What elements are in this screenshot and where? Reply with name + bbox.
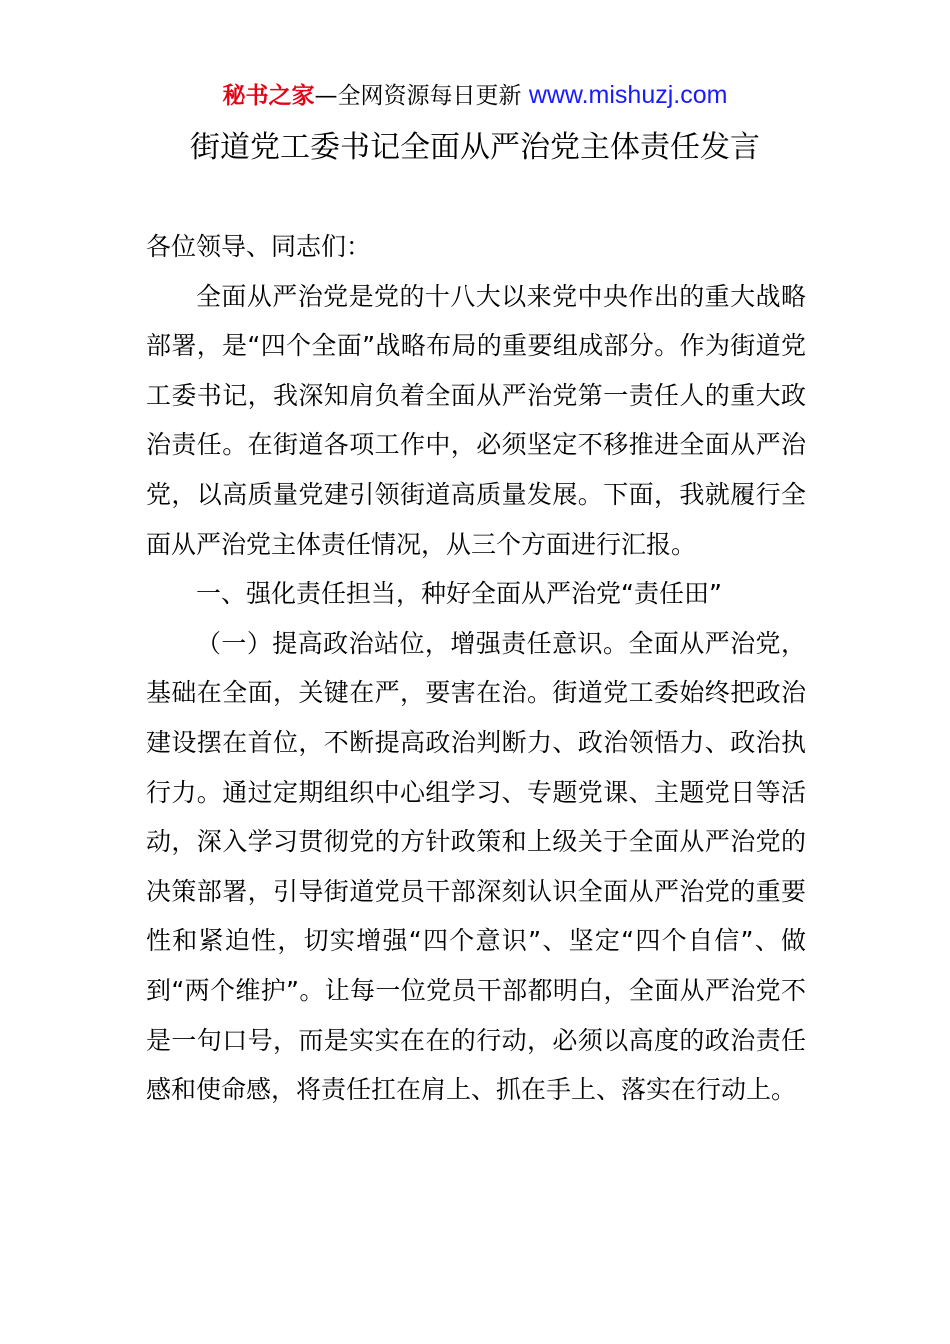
salutation: 各位领导、同志们： <box>146 232 372 261</box>
paragraph-intro: 全面从严治党是党的十八大以来党中央作出的重大战略部署，是“四个全面”战略布局的重要组成部分。作为街道党工委书记，我深知肩负着全面从严治党第一责任人的重大政治责任。在街道各项工作中，必须坚定不移推进全面从严治党，以高质量党建引领街道高质量发展。下面，我就履行全面从严治党主体责任情况，从三个方面进行汇报。 <box>146 281 806 559</box>
document-title: 街道党工委书记全面从严治党主体责任发言 <box>190 130 760 165</box>
brand-tagline: —全网资源每日更新 <box>314 83 522 109</box>
site-banner <box>0 80 950 111</box>
document-body <box>146 222 806 1115</box>
brand-name: 秘书之家 <box>222 83 315 109</box>
paragraph-subsection: （一）提高政治站位，增强责任意识。全面从严治党，基础在全面，关键在严，要害在治。街道党工委始终把政治建设摆在首位，不断提高政治判断力、政治领悟力、政治执行力。通过定期组织中心组学习、专题党课、主题党日等活动，深入学习贯彻党的方针政策和上级关于全面从严治党的决策部署，引导街道党员干部深刻认识全面从严治党的重要性和紧迫性，切实增强“四个意识”、坚定“四个自信”、做到“两个维护”。让每一位党员干部都明白，全面从严治党不是一句口号，而是实实在在的行动，必须以高度的政治责任感和使命感，将责任扛在肩上、抓在手上、落实在行动上。 <box>146 628 806 1105</box>
site-url-link[interactable]: www.mishuzj.com <box>528 81 728 109</box>
section-heading: 一、强化责任担当，种好全面从严治党“责任田” <box>196 579 722 609</box>
